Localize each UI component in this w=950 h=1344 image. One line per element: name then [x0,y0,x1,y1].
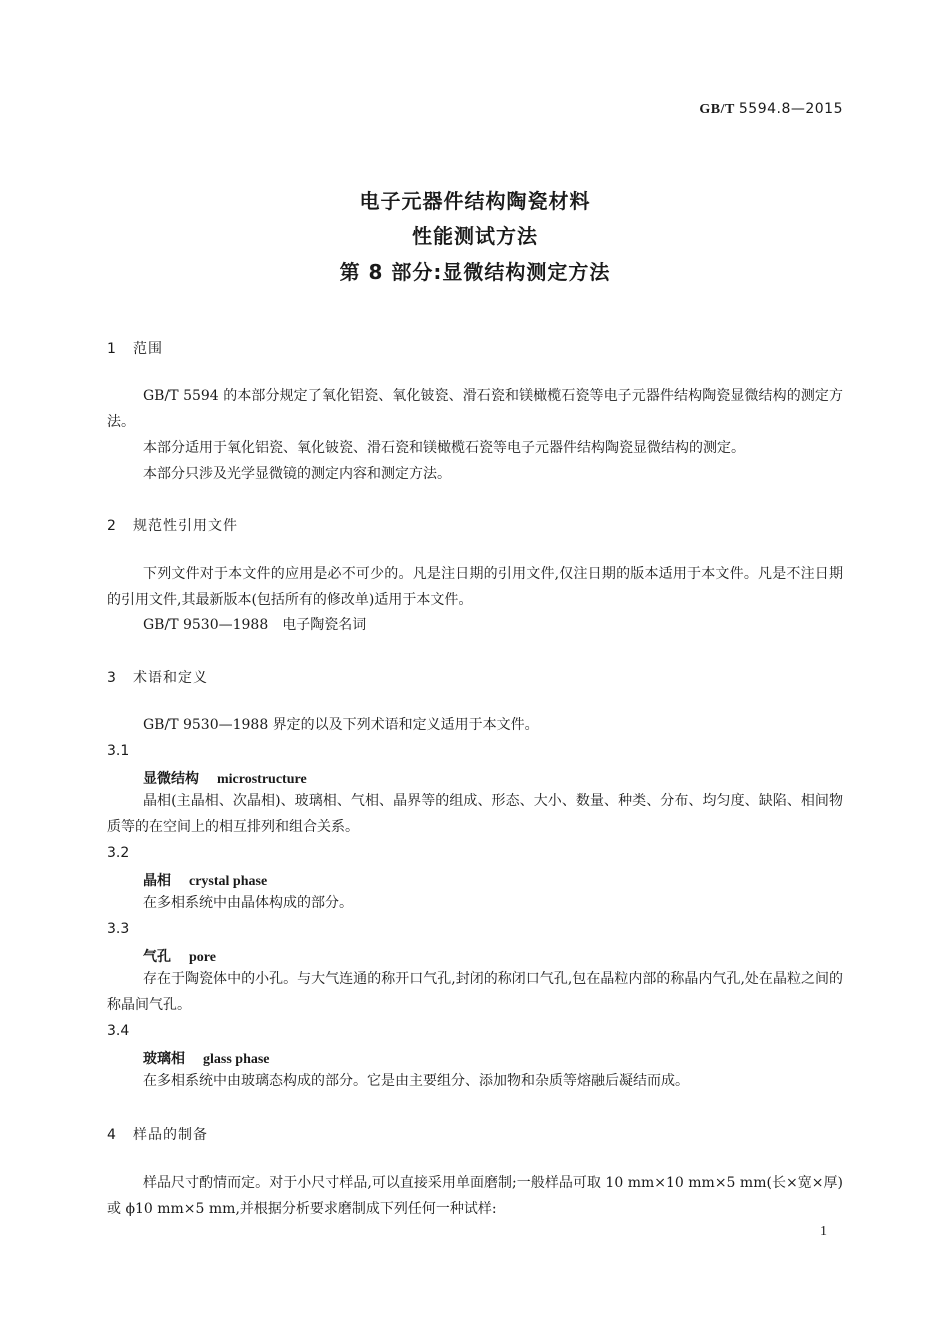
term-chinese: 玻璃相 [143,1051,185,1067]
clause-number: 3.1 [107,743,130,759]
section-title: 规范性引用文件 [133,518,238,534]
section-1-heading [107,338,163,358]
term-definition: 晶相(主晶相、次晶相)、玻璃相、气相、晶界等的组成、形态、大小、数量、种类、分布、均匀度、缺陷、相间物质等的在空间上的相互排列和组合关系。 [107,793,843,835]
term-definition: 在多相系统中由晶体构成的部分。 [143,895,353,911]
paragraph: 本部分适用于氧化铝瓷、氧化铍瓷、滑石瓷和镁橄榄石瓷等电子元器件结构陶瓷显微结构的测定。 [143,440,745,456]
standard-number: 5594.8—2015 [738,101,843,117]
paragraph: 下列文件对于本文件的应用是必不可少的。凡是注日期的引用文件,仅注日期的版本适用于本文件。凡是不注日期的引用文件,其最新版本(包括所有的修改单)适用于本文件。 [107,566,843,608]
section-number: 1 [107,341,117,357]
term-definition: 在多相系统中由玻璃态构成的部分。它是由主要组分、添加物和杂质等熔融后凝结而成。 [143,1073,689,1089]
term-definition: 存在于陶瓷体中的小孔。与大气连通的称开口气孔,封闭的称闭口气孔,包在晶粒内部的称晶内气孔,处在晶粒之间的称晶间气孔。 [107,971,843,1013]
section-number: 4 [107,1127,117,1143]
title-line-2: 性能测试方法 [412,224,538,248]
paragraph: GB/T 9530—1988 界定的以及下列术语和定义适用于本文件。 [143,717,539,733]
section-title: 样品的制备 [133,1127,208,1143]
term-entry [143,1048,270,1068]
reference-item: GB/T 9530—1988 电子陶瓷名词 [143,617,367,633]
paragraph: 本部分只涉及光学显微镜的测定内容和测定方法。 [143,466,451,482]
paragraph: 样品尺寸酌情而定。对于小尺寸样品,可以直接采用单面磨制;一般样品可取 10 mm×10 mm×5 mm(长×宽×厚)或 ϕ10 mm×5 mm,并根据分析要求磨制成下列任何一种试样: [107,1175,843,1217]
section-3-heading [107,667,208,687]
term-entry [143,768,307,788]
title-line-3: 第 8 部分:显微结构测定方法 [339,260,611,284]
clause-number: 3.4 [107,1023,130,1039]
standard-code [699,101,843,118]
page-number: 1 [820,1224,827,1239]
term-entry [143,870,267,890]
section-2-heading [107,515,238,535]
term-chinese: 晶相 [143,873,171,889]
term-chinese: 气孔 [143,949,171,965]
term-english: microstructure [217,772,307,787]
clause-number: 3.3 [107,921,130,937]
title-line-1: 电子元器件结构陶瓷材料 [359,189,591,213]
clause-number: 3.2 [107,845,130,861]
paragraph: GB/T 5594 的本部分规定了氧化铝瓷、氧化铍瓷、滑石瓷和镁橄榄石瓷等电子元器件结构陶瓷显微结构的测定方法。 [107,388,843,430]
term-english: pore [189,950,216,965]
section-title: 术语和定义 [133,670,208,686]
term-chinese: 显微结构 [143,771,199,787]
section-title: 范围 [133,341,163,357]
section-number: 3 [107,670,117,686]
section-number: 2 [107,518,117,534]
section-4-heading [107,1124,208,1144]
term-entry [143,946,216,966]
term-english: glass phase [203,1052,270,1067]
standard-prefix: GB/T [699,102,735,117]
term-english: crystal phase [189,874,268,889]
